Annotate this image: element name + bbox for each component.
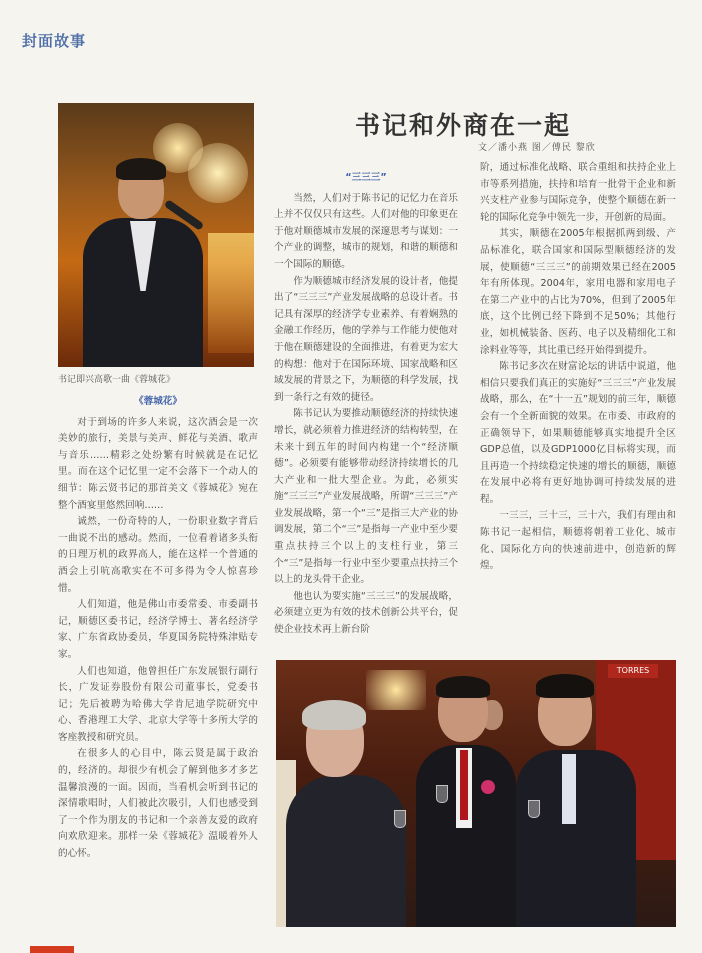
paragraph: 对于到场的许多人来说，这次酒会是一次美妙的旅行，美景与美声、鲜花与美酒、歌声与音乐……精彩之处纷繁有时候就是在记忆里。而在这个记忆里一定不会落下一个动人的细节：陈云贤书记的那首美文《蓉城花》宛在整个酒宴里悠然回响…… [58, 416, 258, 511]
paragraph: 作为顺德城市经济发展的设计者，他提出了“三三三”产业发展战略的总设计者。书记具有深厚的经济学专业素养、有着娴熟的金融工作经历，他的学养与工作能力使他对于他在顺德建设的全面推进，有着更为宏大的构想：他对于在国际环境、国家战略和区域发展的背景之下，为顺德的科学发展，找到一条行之有效的捷径。 [274, 275, 458, 403]
photo-caption: 书记即兴高歌一曲《蓉城花》 [58, 375, 176, 385]
paragraph: 人们知道，他是佛山市委常委、市委副书记，顺德区委书记，经济学博士、著名经济学家、广东省政协委员，华夏国务院特殊津贴专家。 [58, 599, 258, 660]
paragraph: 陈书记认为要推动顺德经济的持续快速增长，就必须着力推进经济的结构转型，在未来十到五年的时间内构建一个“经济顺德”。必须要有能够带动经济持续增长的几大产业和一批大型企业。为此，必须实施“三三三”产业发展战略，所谓“三三三”产业发展战略，第一个“三”是指三大产业的协调发展，第二个“三”是指每一产业中至少要重点扶持三个以上的支柱行业，第三个“三”是指每一行业中至少要重点扶持三个以上的龙头骨干企业。 [274, 408, 458, 586]
wine-glass-icon [394, 810, 406, 828]
reception-photo [276, 660, 676, 927]
section-tag: 封面故事 [22, 32, 87, 50]
paragraph: 陈书记多次在财富论坛的讲话中说道，他相信只要我们真正的实施好“三三三”产业发展战略，那么，在“十一五”规划的前三年，顺德会有一个全新面貌的效果。在市委、市政府的正确领导下，如果顺德能够真实地提升全区GDP总值，以及GDP1000亿目标将实现，而且再造一个持续稳定快速的增长的顺德，顺德在发展中必将有更好地协调可持续发展的进程。 [480, 361, 676, 505]
paragraph: 人们也知道，他曾担任广东发展银行副行长，广发证券股份有限公司董事长，党委书记；先后被聘为哈佛大学肯尼迪学院研究中心、香港理工大学、北京大学等十多所大学的客座教授和研究员。 [58, 665, 258, 743]
paragraph: 在很多人的心目中，陈云贤是属于政治的，经济的。却很少有机会了解到他多才多艺温馨浪漫的一面。因而，当看机会听到书记的深情歌唱时，人们被此次吸引，人们也感受到了一个作为朋友的书记和一个亲善友爱的政府向欢欣迎来。那样一朵《蓉城花》温暖着外人的心怀。 [58, 748, 258, 860]
corsage-icon [481, 780, 495, 794]
paragraph: 阶，通过标准化战略、联合重组和扶持企业上市等系列措施，扶持和培育一批骨干企业和新兴支柱产业参与国际竞争，使整个顺德在新一轮的国际化竞争中领先一步，开创新的局面。 [480, 162, 676, 223]
right-column [480, 160, 676, 575]
article-title: 书记和外商在一起 [355, 111, 572, 140]
singer-photo [58, 103, 254, 367]
left-column [58, 392, 258, 863]
paragraph: 诚然，一份奇特的人，一份职业数字背后一曲说不出的感动。然而，一位看着诸多头衔的日理万机的政界高人，能在这样一个普通的酒会上引吭高歌实在不可多得为令人惊喜珍惜。 [58, 516, 258, 594]
wine-glass-icon [436, 785, 448, 803]
paragraph: 一三三，三十三，三十六，我们有理由和陈书记一起相信，顺德将朝着工业化、城市化、国际化方向的快速前进中，创造新的辉煌。 [480, 510, 676, 572]
article-byline: 文／潘小燕 图／傅民 黎欣 [478, 143, 596, 153]
middle-column [274, 168, 458, 639]
wine-sign: TORRES [608, 664, 658, 678]
middle-subheading: “三三三” [345, 172, 387, 183]
paragraph: 他也认为要实施“三三三”的发展战略，必须建立更为有效的技术创新公共平台，促使企业技术再上新台阶 [274, 590, 458, 636]
wine-glass-icon [528, 800, 540, 818]
paragraph: 当然，人们对于陈书记的记忆力在音乐上并不仅仅只有这些。人们对他的印象更在于他对顺德城市发展的深邃思考与谋划：一个产业的调整，城市的规划，和谐的顺德和一个国际的顺德。 [274, 192, 458, 270]
page-corner-bar [30, 946, 74, 953]
paragraph: 其实，顺德在2005年根据抓两到级、产品标准化，联合国家和国际型顺德经济的发展，使顺德“三三三”的前期效果已经在2005年有所体现。2004年，家用电器和家用电子在第二产业中的占比为70%，但到了2005年底，这个比例已经下降到不足50%；其他行业，如机械装备、医药、电子以及精细化工和涂料业等等，其比重已经开始得到提升。 [480, 228, 676, 356]
left-subheading: 《蓉城花》 [134, 396, 182, 407]
